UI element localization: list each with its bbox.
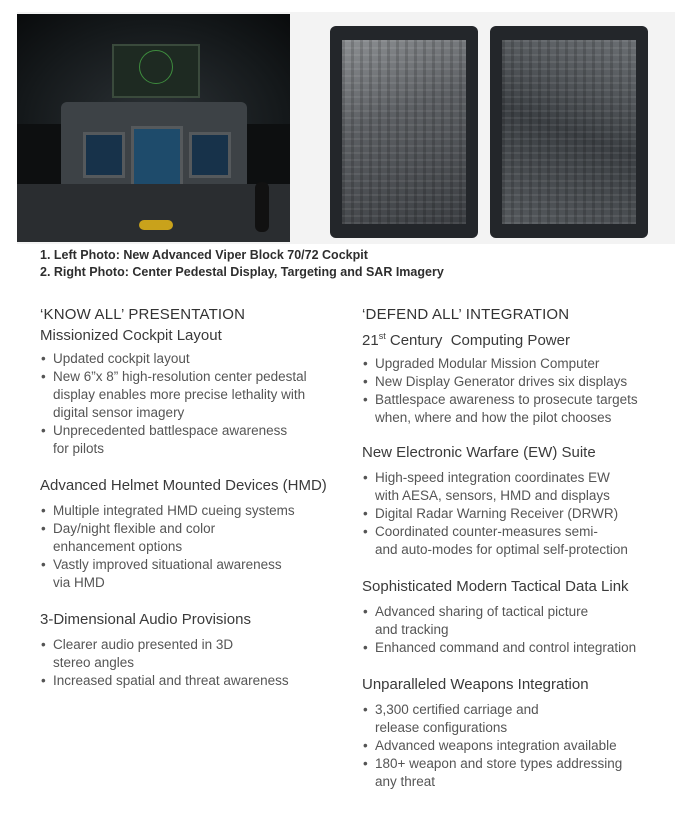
bullet-list: [362, 355, 672, 427]
sar-display-photo: [490, 26, 648, 238]
section-title: Missionized Cockpit Layout: [40, 327, 222, 344]
list-item: • Increased spatial and threat awareness: [40, 672, 355, 690]
list-item: • Updated cockpit layout: [40, 350, 355, 368]
section-missionized-cockpit: [40, 326, 355, 458]
photo-caption-right: 2. Right Photo: Center Pedestal Display, Targeting and SAR Imagery: [40, 265, 444, 279]
cockpit-photo: [17, 14, 290, 242]
list-item: • High-speed integration coordinates EW with AESA, sensors, HMD and displays: [362, 469, 672, 505]
list-item: • Digital Radar Warning Receiver (DRWR): [362, 505, 672, 523]
photo-caption-left: 1. Left Photo: New Advanced Viper Block 70/72 Cockpit: [40, 248, 368, 262]
bullet-list: [40, 502, 355, 592]
section-title: 3-Dimensional Audio Provisions: [40, 611, 251, 628]
section-title: Advanced Helmet Mounted Devices (HMD): [40, 477, 327, 494]
list-item: • Clearer audio presented in 3D stereo angles: [40, 636, 355, 672]
section-weapons-integration: [362, 675, 672, 791]
list-item: • Day/night flexible and color enhancement options: [40, 520, 355, 556]
list-item: • Battlespace awareness to prosecute targets when, where and how the pilot chooses: [362, 391, 672, 427]
know-all-column: [40, 306, 355, 690]
list-item: • New Display Generator drives six displays: [362, 373, 672, 391]
list-item: • Enhanced command and control integration: [362, 639, 672, 657]
section-computing-power: [362, 326, 672, 427]
list-item: • Multiple integrated HMD cueing systems: [40, 502, 355, 520]
list-item: • Coordinated counter-measures semi- and auto-modes for optimal self-protection: [362, 523, 672, 559]
bullet-list: [40, 350, 355, 458]
know-all-heading: ‘KNOW ALL’ PRESENTATION: [40, 306, 246, 323]
list-item: • Vastly improved situational awareness via HMD: [40, 556, 355, 592]
section-ew-suite: [362, 443, 672, 559]
bullet-list: [362, 603, 672, 657]
defend-all-heading: ‘DEFEND ALL’ INTEGRATION: [362, 306, 570, 323]
list-item: • 180+ weapon and store types addressing any threat: [362, 755, 672, 791]
section-title: 21st Century Computing Power: [362, 331, 570, 349]
section-title: Unparalleled Weapons Integration: [362, 676, 589, 693]
list-item: • New 6”x 8” high-resolution center pedestal display enables more precise lethality with digital sensor imagery: [40, 368, 355, 422]
bullet-list: [40, 636, 355, 690]
defend-all-column: [362, 306, 672, 791]
list-item: • 3,300 certified carriage and release configurations: [362, 701, 672, 737]
list-item: • Unprecedented battlespace awareness for pilots: [40, 422, 355, 458]
section-3d-audio: [40, 610, 355, 690]
section-hmd: [40, 476, 355, 592]
targeting-display-photo: [330, 26, 478, 238]
bullet-list: [362, 469, 672, 559]
list-item: • Upgraded Modular Mission Computer: [362, 355, 672, 373]
section-title: New Electronic Warfare (EW) Suite: [362, 444, 596, 461]
bullet-list: [362, 701, 672, 791]
section-title: Sophisticated Modern Tactical Data Link: [362, 578, 629, 595]
list-item: • Advanced sharing of tactical picture and tracking: [362, 603, 672, 639]
section-tactical-data-link: [362, 577, 672, 657]
list-item: • Advanced weapons integration available: [362, 737, 672, 755]
